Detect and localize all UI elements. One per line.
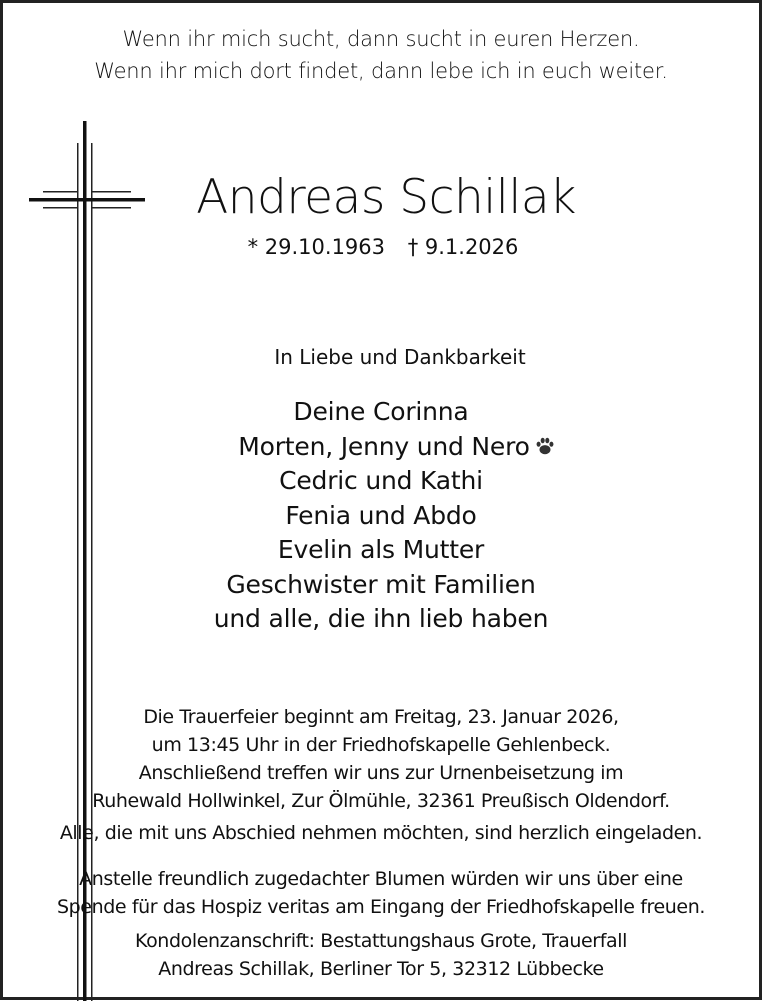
mourner-item: Deine Corinna (293, 397, 469, 426)
birth-date: * 29.10.1963 (247, 235, 386, 259)
donation-request (3, 865, 759, 921)
ceremony-line: Die Trauerfeier beginnt am Freitag, 23. Januar 2026, (143, 706, 619, 728)
life-dates (228, 231, 538, 263)
invitation-text: Alle, die mit uns Abschied nehmen möchten, sind herzlich eingeladen. (59, 822, 703, 844)
motto-quote (3, 23, 759, 87)
mourner-item: Morten, Jenny und Nero (19, 430, 762, 465)
motto-line: Wenn ihr mich dort findet, dann lebe ich in euch weiter. (94, 59, 668, 83)
donation-line: Anstelle freundlich zugedachter Blumen würden wir uns über eine (79, 868, 683, 890)
mourners-list (3, 395, 759, 637)
ceremony-details (3, 703, 759, 815)
death-date: † 9.1.2026 (407, 235, 519, 259)
paw-print-icon (534, 435, 556, 457)
donation-line: Spende für das Hospiz veritas am Eingang der Friedhofskapelle freuen. (56, 896, 706, 918)
mourner-item: Geschwister mit Familien (226, 569, 536, 599)
condolence-line: Andreas Schillak, Berliner Tor 5, 32312 Lübbecke (158, 958, 604, 980)
mourner-item: und alle, die ihn lieb haben (213, 604, 549, 633)
motto-line: Wenn ihr mich sucht, dann sucht in euren Herzen. (122, 27, 640, 51)
deceased-name: Andreas Schillak (196, 170, 576, 225)
condolence-address (3, 927, 759, 983)
mourner-item: Cedric und Kathi (279, 466, 483, 495)
ceremony-line: Anschließend treffen wir uns zur Urnenbeisetzung im (138, 762, 624, 784)
ceremony-line: um 13:45 Uhr in der Friedhofskapelle Gehlenbeck. (151, 734, 611, 756)
intro-line: In Liebe und Dankbarkeit (274, 345, 526, 369)
ceremony-line: Ruhewald Hollwinkel, Zur Ölmühle, 32361 Preußisch Oldendorf. (92, 790, 670, 812)
mourner-item: Fenia und Abdo (285, 500, 477, 530)
mourner-item: Evelin als Mutter (277, 535, 485, 564)
condolence-line: Kondolenzanschrift: Bestattungshaus Grote, Trauerfall (134, 930, 628, 952)
